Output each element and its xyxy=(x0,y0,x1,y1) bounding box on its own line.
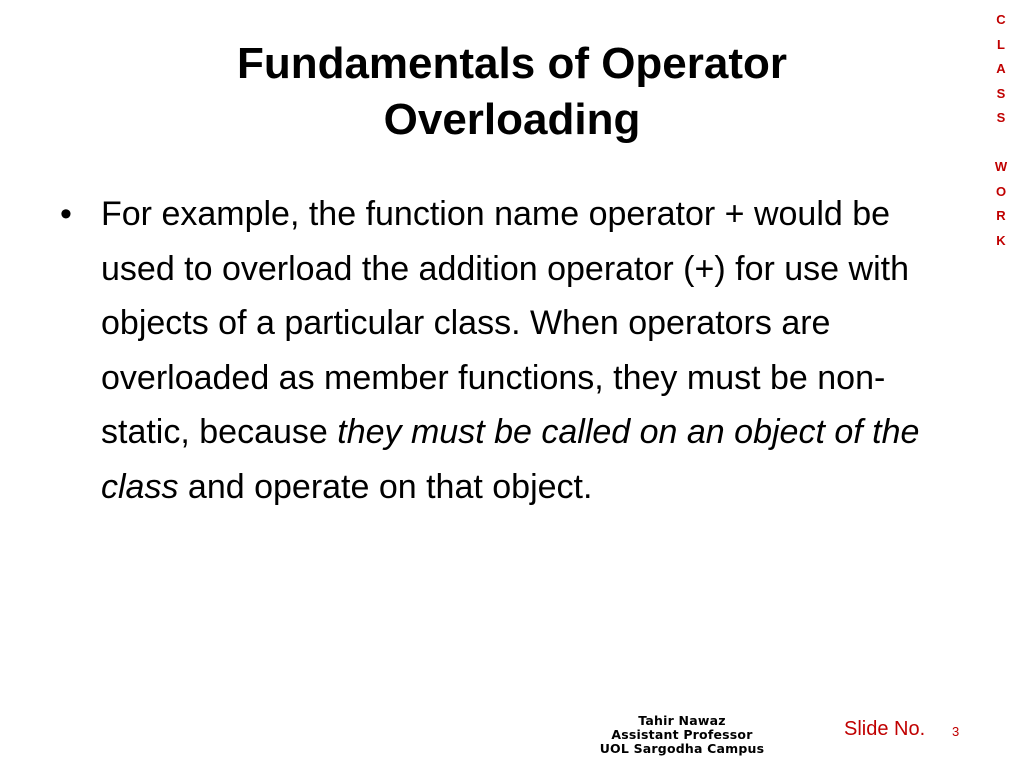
class-work-label xyxy=(989,8,1013,253)
title-line: Fundamentals of Operator xyxy=(236,39,788,88)
side-label-spacer xyxy=(989,131,1013,156)
bullet-list xyxy=(60,187,950,514)
bullet-text-end: and operate on that object. xyxy=(178,467,593,506)
side-label-letter: O xyxy=(995,183,1007,199)
bullet-item xyxy=(60,187,950,514)
bullet-icon: • xyxy=(60,195,72,233)
side-label-letter: L xyxy=(997,36,1005,52)
bullet-italic-text: they must be called on an object of the class xyxy=(101,413,920,506)
author-credit xyxy=(574,714,790,756)
side-label-letter: K xyxy=(996,232,1006,248)
slide-number-label: Slide No. xyxy=(844,718,926,740)
side-label-letter: W xyxy=(994,159,1008,174)
author-name: Tahir Nawaz xyxy=(638,713,726,728)
bullet-text: For example, the function name operator + would be used to overload the addition operator (+) for use with objects of a particular class. When operators are overloaded as member functions, they must be non-static, because xyxy=(101,195,909,451)
side-label-letter: S xyxy=(996,85,1006,101)
side-label-letter: R xyxy=(996,208,1006,223)
side-label-letter: A xyxy=(996,61,1006,76)
side-label-letter: S xyxy=(996,110,1006,125)
slide-title xyxy=(100,36,924,148)
slide-number: 3 xyxy=(952,724,960,739)
title-line: Overloading xyxy=(383,95,641,144)
side-label-letter: C xyxy=(996,12,1006,27)
author-campus: UOL Sargodha Campus xyxy=(599,741,765,756)
author-title: Assistant Professor xyxy=(611,727,753,742)
